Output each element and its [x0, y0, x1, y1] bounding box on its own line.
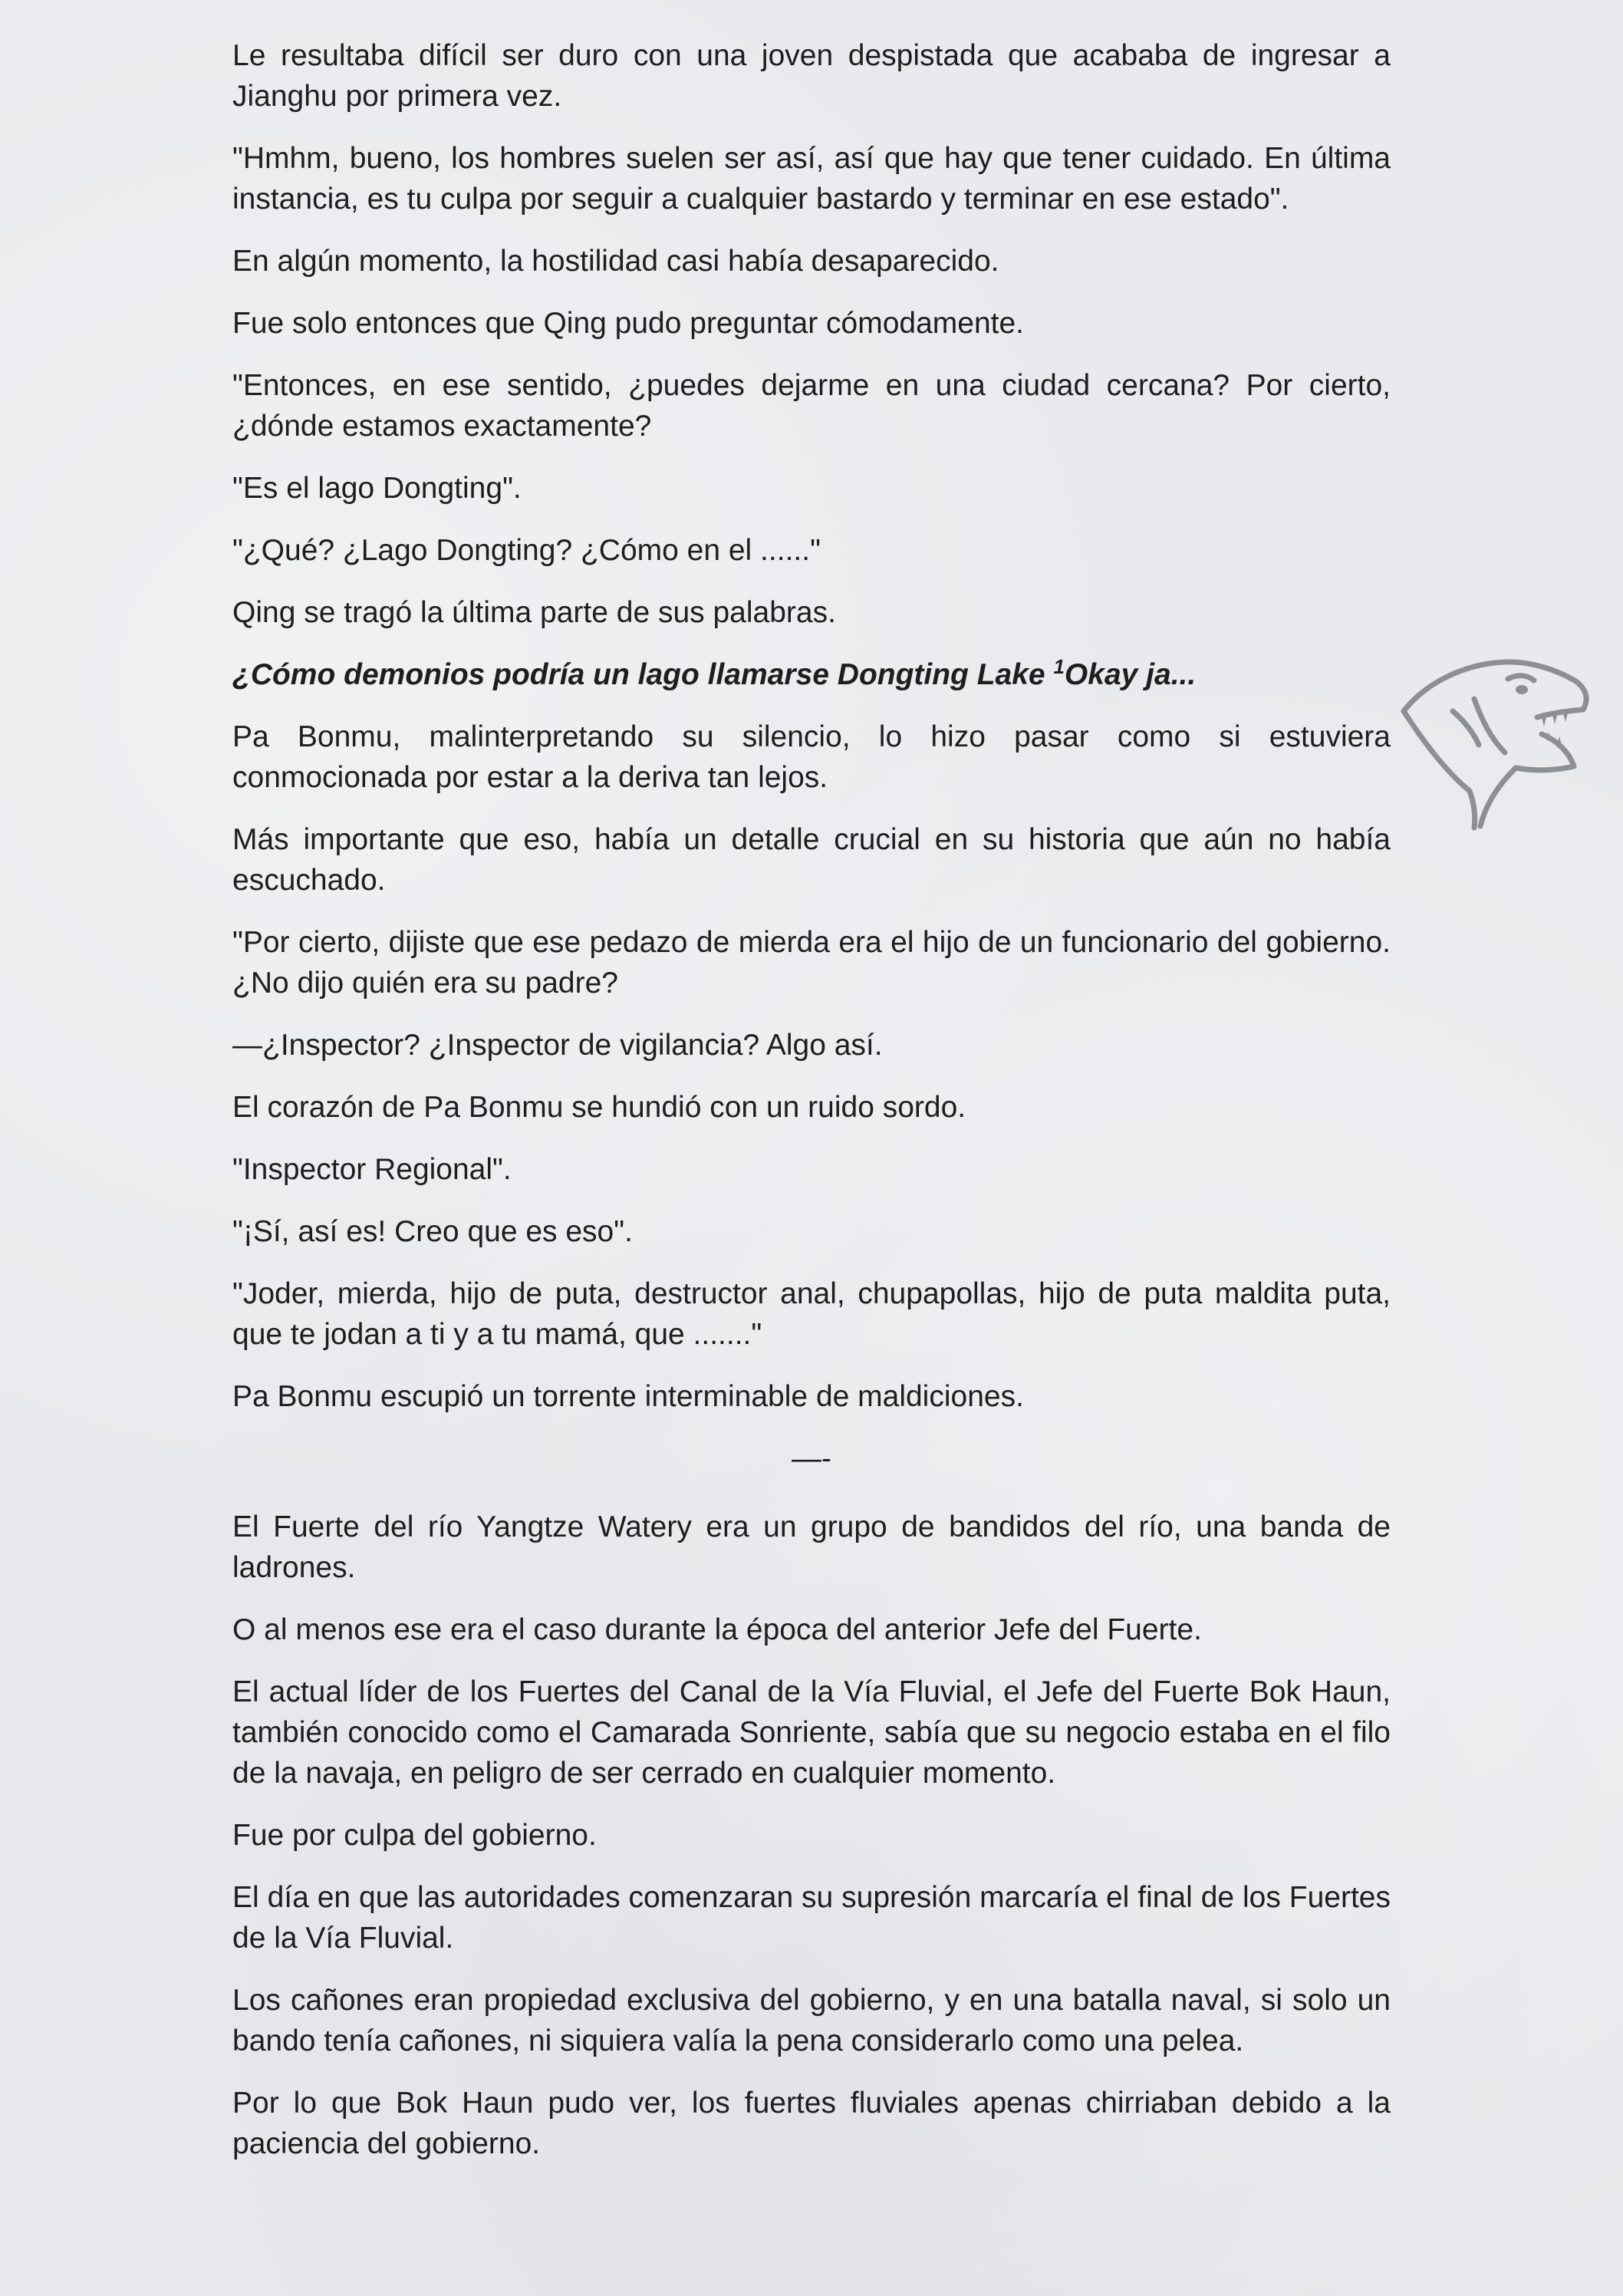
paragraph: Fue solo entonces que Qing pudo preguntar cómodamente.	[232, 307, 1025, 340]
paragraph: Fue por culpa del gobierno.	[232, 1819, 597, 1852]
paragraph: "¿Qué? ¿Lago Dongting? ¿Cómo en el ......"	[232, 534, 821, 567]
dinosaur-head-icon	[1394, 625, 1594, 832]
paragraph: Pa Bonmu, malinterpretando su silencio, lo hizo pasar como si estuviera conmocionada por estar a la deriva tan lejos.	[232, 720, 1391, 794]
emphasis-text: ¿Cómo demonios podría un lago llamarse Dongting Lake	[232, 658, 1054, 691]
paragraph: O al menos ese era el caso durante la época del anterior Jefe del Fuerte.	[232, 1613, 1202, 1646]
paragraph: "Joder, mierda, hijo de puta, destructor anal, chupapollas, hijo de puta maldita puta, que te jodan a ti y a tu mamá, que ......."	[232, 1277, 1391, 1351]
paragraph: "¡Sí, así es! Creo que es eso".	[232, 1215, 633, 1248]
emphasis-text-tail: Okay ja...	[1064, 658, 1197, 691]
paragraph: El día en que las autoridades comenzaran su supresión marcaría el final de los Fuertes de la Vía Fluvial.	[232, 1881, 1391, 1955]
paragraph: En algún momento, la hostilidad casi había desaparecido.	[232, 245, 999, 278]
paragraph: Le resultaba difícil ser duro con una joven despistada que acababa de ingresar a Jianghu por primera vez.	[232, 39, 1391, 113]
paragraph: Los cañones eran propiedad exclusiva del gobierno, y en una batalla naval, si solo un bando tenía cañones, ni siquiera valía la pena considerarlo como una pelea.	[232, 1984, 1391, 2057]
paragraph: "Por cierto, dijiste que ese pedazo de mierda era el hijo de un funcionario del gobierno. ¿No dijo quién era su padre?	[232, 926, 1391, 1000]
paragraph: El Fuerte del río Yangtze Watery era un grupo de bandidos del río, una banda de ladrones.	[232, 1510, 1391, 1584]
section-separator: —-	[792, 1442, 831, 1475]
paragraph: "Hmhm, bueno, los hombres suelen ser así, así que hay que tener cuidado. En última instancia, es tu culpa por seguir a cualquier bastardo y terminar en ese estado".	[232, 142, 1391, 216]
paragraph: Más importante que eso, había un detalle crucial en su historia que aún no había escuchado.	[232, 823, 1391, 897]
paragraph: El actual líder de los Fuertes del Canal de la Vía Fluvial, el Jefe del Fuerte Bok Haun, también conocido como el Camarada Sonriente, sabía que su negocio estaba en el filo de la navaja, en peligro de ser cerrado en cualquier momento.	[232, 1675, 1391, 1790]
document-body	[232, 35, 1391, 2186]
paragraph: Qing se tragó la última parte de sus palabras.	[232, 596, 836, 629]
paragraph: Pa Bonmu escupió un torrente interminable de maldiciones.	[232, 1380, 1024, 1413]
paragraph: "Entonces, en ese sentido, ¿puedes dejarme en una ciudad cercana? Por cierto, ¿dónde estamos exactamente?	[232, 369, 1391, 443]
paragraph: El corazón de Pa Bonmu se hundió con un ruido sordo.	[232, 1091, 966, 1124]
paragraph: Por lo que Bok Haun pudo ver, los fuertes fluviales apenas chirriaban debido a la paciencia del gobierno.	[232, 2087, 1391, 2160]
paragraph: —¿Inspector? ¿Inspector de vigilancia? Algo así.	[232, 1029, 883, 1062]
paragraph: "Inspector Regional".	[232, 1153, 512, 1186]
paragraph: "Es el lago Dongting".	[232, 472, 522, 505]
footnote-marker[interactable]: 1	[1053, 655, 1065, 678]
emphasis-paragraph	[232, 654, 1391, 695]
